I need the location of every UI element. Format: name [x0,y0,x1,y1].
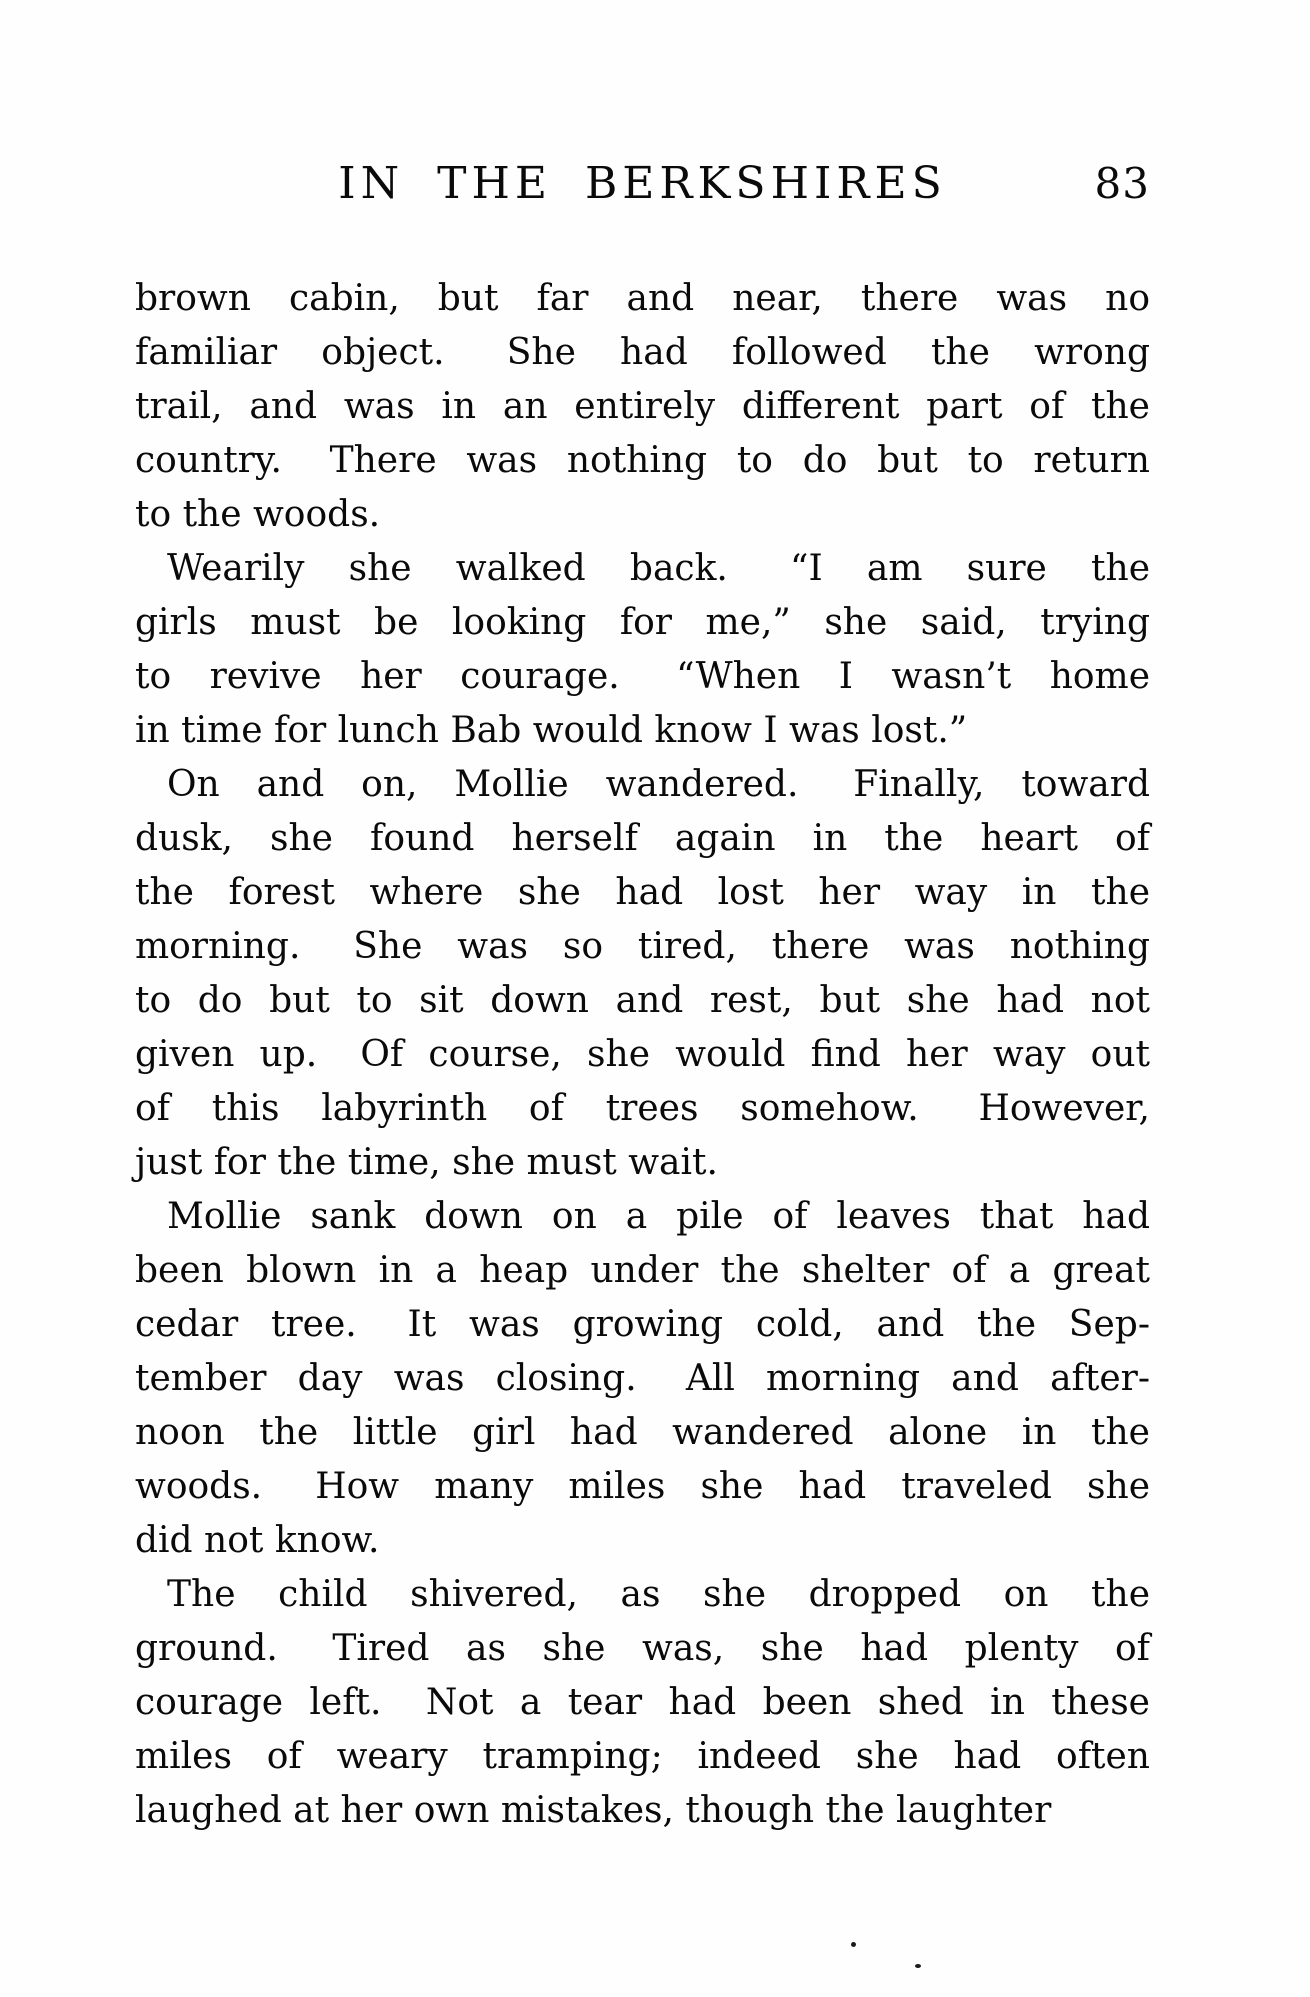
paragraph [135,272,1150,542]
text-line: just for the time, she must wait. [135,1142,718,1183]
text-line: Mollie sank down on a pile of leaves that had [167,1196,1150,1237]
header-title: IN THE BERKSHIRES [338,158,947,209]
text-line: country. There was nothing to do but to return [135,440,1150,481]
text-line: trail, and was in an entirely different part of the [135,386,1150,427]
text-line: tember day was closing. All morning and after- [135,1358,1150,1399]
paragraph [135,1190,1150,1568]
text-line: cedar tree. It was growing cold, and the Sep- [135,1304,1150,1345]
text-line: dusk, she found herself again in the heart of [135,818,1150,859]
text-line: to do but to sit down and rest, but she had not [135,980,1150,1021]
paragraph [135,758,1150,1190]
text-line: the forest where she had lost her way in the [135,872,1150,913]
text-line: familiar object. She had followed the wrong [135,332,1150,373]
text-line: Wearily she walked back. “I am sure the [167,548,1150,589]
scan-speck [851,1942,856,1947]
text-line: woods. How many miles she had traveled she [135,1466,1150,1507]
text-line: miles of weary tramping; indeed she had often [135,1736,1150,1777]
text-line: morning. She was so tired, there was nothing [135,926,1150,967]
text-line: to the woods. [135,494,381,535]
page-number: 83 [1094,159,1150,208]
text-line: of this labyrinth of trees somehow. However, [135,1088,1150,1129]
text-line: On and on, Mollie wandered. Finally, toward [167,764,1150,805]
scan-speck [915,1964,921,1968]
text-line: to revive her courage. “When I wasn’t home [135,656,1150,697]
page-text [135,272,1150,1838]
text-line: brown cabin, but far and near, there was no [135,278,1150,319]
text-line: in time for lunch Bab would know I was lost.” [135,710,968,751]
text-line: been blown in a heap under the shelter of a great [135,1250,1150,1291]
paragraph [135,542,1150,758]
paragraph [135,1568,1150,1838]
text-line: ground. Tired as she was, she had plenty of [135,1628,1150,1669]
text-line: The child shivered, as she dropped on the [167,1574,1150,1615]
text-line: courage left. Not a tear had been shed in these [135,1682,1150,1723]
text-line: did not know. [135,1520,380,1561]
text-line: girls must be looking for me,” she said, trying [135,602,1150,643]
running-header [135,160,1150,208]
text-line: laughed at her own mistakes, though the laughter [135,1790,1052,1831]
text-line: noon the little girl had wandered alone in the [135,1412,1150,1453]
text-line: given up. Of course, she would find her way out [135,1034,1150,1075]
